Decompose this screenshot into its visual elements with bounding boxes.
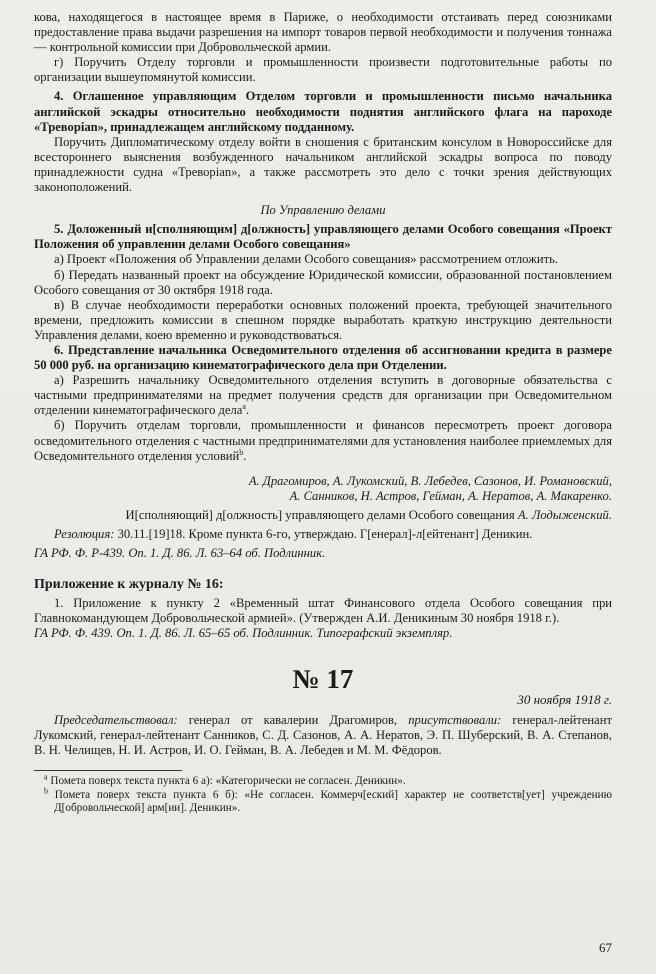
page-content [34,10,612,816]
appendix-item: 1. Приложение к пункту 2 «Временный штат Финансового отдела Особого совещания при Главнокомандующем Добровольческой армией». (Утвержден А.И. Деникиным 30 ноября 1918 г.). [34,596,612,626]
signatories [34,474,612,504]
item-6-heading: 6. Представление начальника Осведомительного отделения об ассигновании кредита в размере 50 000 руб. на организацию кинематографического дела при Отделении. [34,342,612,373]
paragraph-item-g: г) Поручить Отделу торговли и промышленности произвести подготовительные работы по организации вышеупомянутой комиссии. [34,55,612,85]
item-6b: б) Поручить отделам торговли, промышленности и финансов пересмотреть проект договора осведомительного отделения с частными предпринимателями для установления наиболее приемлемых для Осведомительного отделения условий$^b$. [34,418,612,463]
footnote-b-text: Пометa поверх текста пункта 6 б): «Не согласен. Коммерч[еский] характер не соответств[ует] учреждению Д[обровольческой] арм[ии]. Деникин». [54,788,613,815]
paragraph-continuation: кова, находящегося в настоящее время в Париже, о необходимости отстаивать перед союзниками предоставление права выдачи разрешения на импорт товаров первой необходимости и получения тоннажа — контрольной комиссии при Добровольческой армии. [34,10,612,55]
present-text: генерал-лейтенант Лукомский, генерал-лейтенант Санников, С. Д. Сазонов, А. А. Нератов, Э. П. Шуберский, В. А. Степанов, В. Н. Челищев, Н. И. Астров, И. О. Гейман, В. А. Лебедев и М. М. Фёдоров. [34,712,612,757]
page-number: 67 [599,940,612,955]
chair-text: генерал от кавалерии Драгомиров, [188,712,398,727]
item-5b: б) Передать названный проект на обсуждение Юридической комиссии, образованной постановлением Особого совещания от 30 октября 1918 года. [34,267,612,297]
item-6b-text: б) Поручить отделам торговли, промышленности и финансов пересмотреть проект договора осведомительного отделения с частными предпринимателями для установления наиболее приемлемых для Осведомительного отделения условий [34,418,612,463]
item-6a: а) Разрешить начальнику Осведомительного отделения вступить в договорные обязательства с частными предпринимателями на предмет получения средств для организации при Осведомительном отделении кинематографического дела$^а$. [34,373,612,418]
footnote-ref-a[interactable]: а [242,402,246,412]
appendix-title: Приложение к журналу № 16: [34,577,224,593]
resolution-label: Резолюция: [54,527,115,541]
footnote-a [34,772,612,789]
item-4-text: Поручить Дипломатическому отделу войти в сношения с британским консулом в Новороссийске для всестороннего выяснения возбужденного начальником английской эскадры вопроса по поводу принадлежности судна «Треворian», а также рассмотреть это дело с точки зрения действующих законоположений. [34,134,612,195]
signatories-line-1: А. Драгомиров, А. Лукомский, В. Лебедев, Сазонов, И. Романовский, [248,473,612,488]
item-4-heading: 4. Оглашенное управляющим Отделом торговли и промышленности письмо начальника английской эскадры относительно необходимости поднятия английского флага на пароходе «Треворian», принадлежащем английскому подданному. [34,89,612,134]
footnote-divider [34,770,182,771]
archive-reference-2: ГА РФ. Ф. 439. Оп. 1. Д. 86. Л. 65–65 об. Подлинник. Типографский экземпляр. [34,626,453,641]
document-date: 30 ноября 1918 г. [517,691,612,707]
footnote-mark-a: а [44,772,48,782]
footnote-a-text: Пометa поверх текста пункта 6 а): «Категорически не согласен. Деникин». [50,774,406,787]
attendance [34,713,612,758]
resolution [34,527,612,542]
footnote-ref-b[interactable]: b [239,447,244,457]
footnote-b [34,785,613,816]
item-5c: в) В случае необходимости переработки основных положений проекта, требующей значительного времени, предложить комиссии в спешном порядке выработать краткую инструкцию деятельности Управления делами, коею временно и руководствоваться. [34,297,612,342]
item-5a: а) Проект «Положения об Управлении делами Особого совещания» рассмотрением отложить. [54,252,559,267]
acting-manager-line [34,508,612,523]
section-heading: По Управлению делами [260,203,386,218]
chair-label: Председательствовал: [54,712,178,727]
archive-reference-1: ГА РФ. Ф. Р-439. Оп. 1. Д. 86. Л. 63–64 об. Подлинник. [34,546,326,561]
acting-manager-name: А. Лодыженский. [517,507,612,522]
signatories-line-2: А. Санников, Н. Астров, Гейман, А. Нератов, А. Макаренко. [289,488,612,503]
acting-manager-title: И[сполняющий] д[олжность] управляющего делами Особого совещания [125,507,515,522]
present-label: присутствовали: [408,712,502,727]
document-number: № 17 [292,663,354,694]
item-5-heading: 5. Доложенный и[сполняющим] д[олжность] управляющего делами Особого совещания «Проект Положения об управлении делами Особого совещания» [34,222,612,252]
footnote-mark-b: b [44,785,48,795]
resolution-text: 30.11.[19]18. Кроме пункта 6-го, утверждаю. Г[енерал]-л[ейтенант] Деникин. [117,527,533,541]
item-6a-text: а) Разрешить начальнику Осведомительного отделения вступить в договорные обязательства с частными предпринимателями на предмет получения средств для организации при Осведомительном отделении кинематографического дела [34,373,612,418]
